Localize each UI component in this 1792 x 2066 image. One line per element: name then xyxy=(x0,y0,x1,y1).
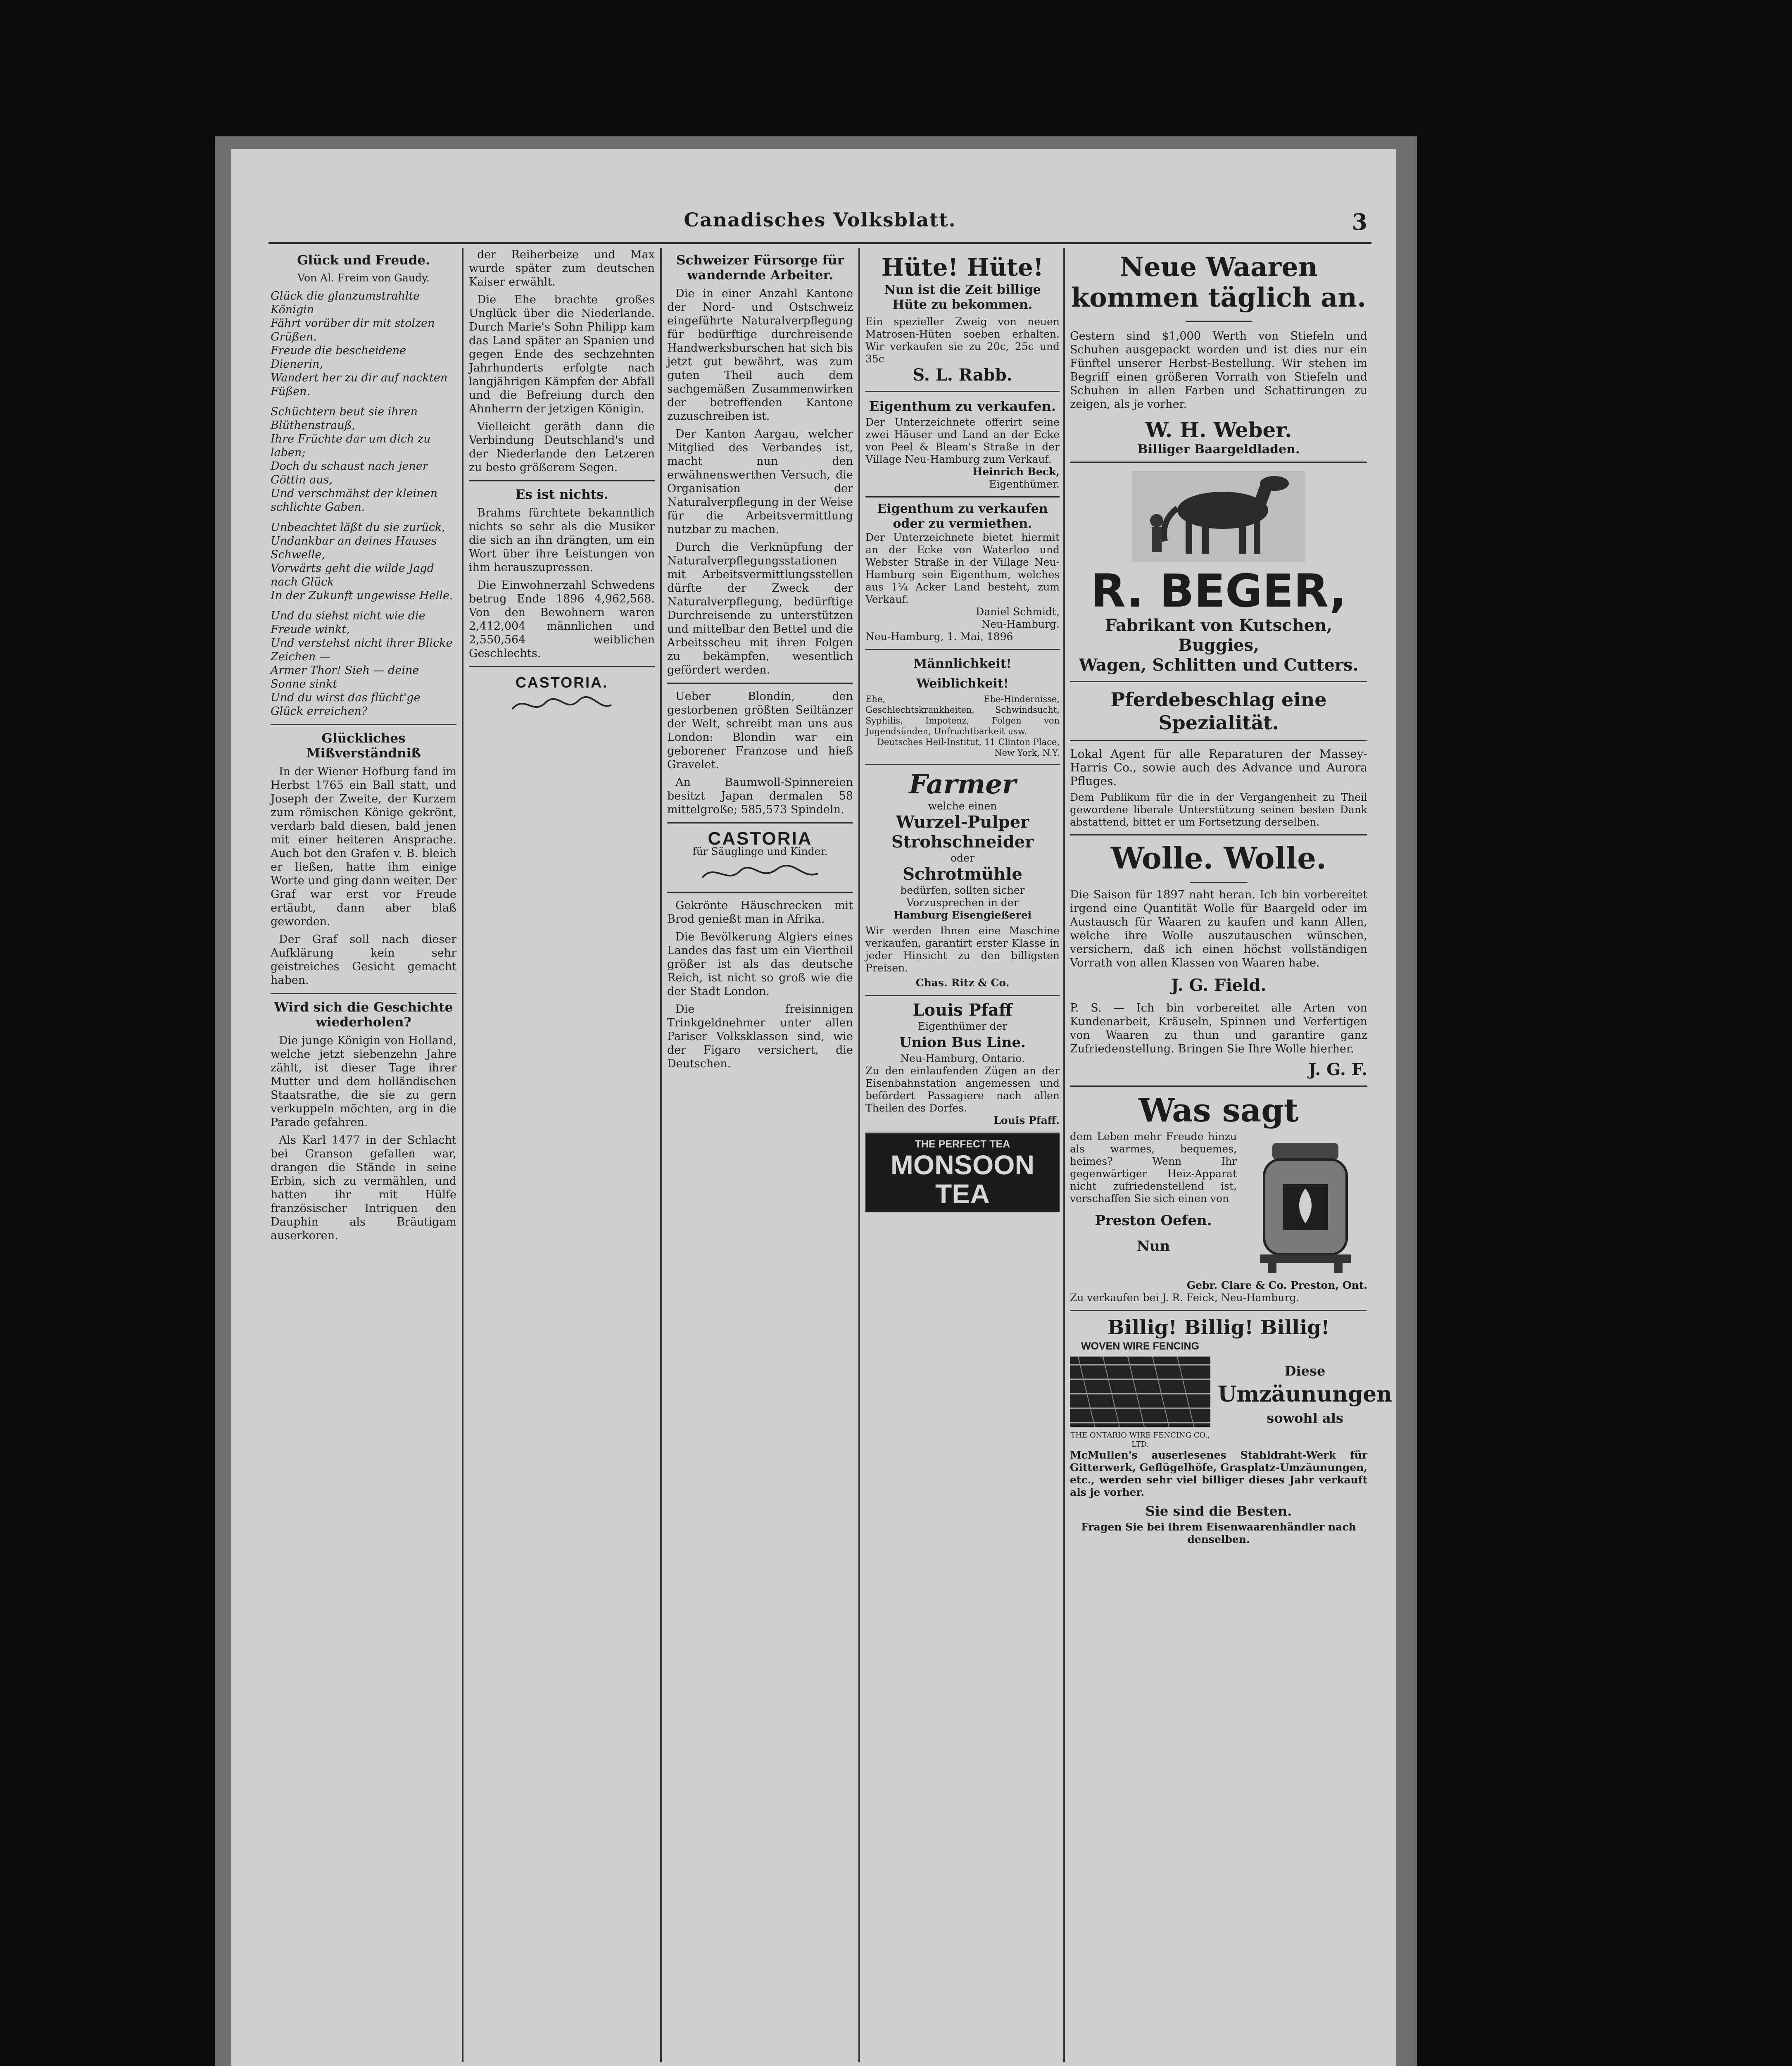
farmer-ad-text: welche einen xyxy=(928,800,997,812)
column-5 xyxy=(1070,248,1393,2062)
divider xyxy=(1190,882,1248,883)
property-ad xyxy=(865,392,1060,497)
fence-ad-graphic xyxy=(1070,1340,1210,1449)
horse-smith-illustration xyxy=(1132,471,1305,562)
fence-ad-sub: sowohl als xyxy=(1267,1410,1343,1426)
farmer-ad-firm: Hamburg Eisengießerei xyxy=(893,909,1032,921)
paragraph: Vielleicht geräth dann die Verbindung Deutschland's und der Niederlande den Letzeren zu besto größerem Segen. xyxy=(469,420,655,474)
beger-ad-agent: Lokal Agent für alle Reparaturen der Massey-Harris Co., sowie auch des Advance und Aurora Pfluges. xyxy=(1070,747,1367,788)
stove-illustration xyxy=(1243,1135,1367,1275)
poem-line: Fährt vorüber dir mit stolzen Grüßen. xyxy=(271,317,435,343)
poem-line: Armer Thor! Sieh — deine Sonne sinkt xyxy=(271,664,419,690)
poem-line: Freude die bescheidene Dienerin, xyxy=(271,344,406,371)
poem-line: Und du siehst nicht wie die Freude winkt, xyxy=(271,609,425,636)
fence-ad xyxy=(1070,1311,1393,1552)
beger-ad-name: R. BEGER, xyxy=(1091,564,1347,617)
poem-line: Unbeachtet läßt du sie zurück, xyxy=(271,521,445,534)
paragraph: Ueber Blondin, den gestorbenen größten Seiltänzer der Welt, schreibt man uns aus London: Blondin war ein geborener Franzose und hieß Gravelet. xyxy=(667,690,853,771)
beger-ad-line: Fabrikant von Kutschen, Buggies, xyxy=(1105,616,1333,655)
property-ad-role: Eigenthümer. xyxy=(989,478,1060,490)
column-4 xyxy=(865,248,1060,2062)
stove-ad-signer: Gebr. Clare & Co. Preston, Ont. xyxy=(1186,1279,1367,1291)
wool-ad-ps: P. S. — Ich bin vorbereitet alle Arten von Kundenarbeit, Kräuseln, Spinnen und Verfertigen von Waaren zu thun und garantire ganz Zufriedenstellung. Bringen Sie Ihre Wolle hierher. xyxy=(1070,1002,1367,1055)
column-3 xyxy=(667,248,853,2062)
farmer-ad-item: Wurzel-Pulper xyxy=(896,812,1029,832)
weber-ad-title: kommen täglich an. xyxy=(1071,282,1367,313)
hats-ad-headline: Nun ist die Zeit billige Hüte zu bekommen. xyxy=(884,283,1041,312)
wool-ad xyxy=(1070,835,1367,1087)
hats-ad-text: Ein spezieller Zweig von neuen Matrosen-Hüten soeben erhalten. Wir verkaufen sie zu 20c, 25c und 35c xyxy=(865,316,1060,365)
divider xyxy=(667,683,853,684)
column-2 xyxy=(469,248,655,2062)
poem-line: In der Zukunft ungewisse Helle. xyxy=(271,589,453,602)
health-ad-title: Männlichkeit! Weiblichkeit! xyxy=(913,657,1012,691)
fence-ad-ask: Fragen Sie bei ihrem Eisenwaarenhändler nach denselben. xyxy=(1081,1521,1356,1545)
column-1 xyxy=(271,248,456,2062)
stove-ad-text: dem Leben mehr Freude hinzu als warmes, bequemes, heimes? Wenn Ihr gegenwärtiger Heiz-Apparat nicht zufriedenstellend ist, verschaffen Sie sich einen von xyxy=(1070,1131,1237,1204)
weber-ad-name: W. H. Weber. xyxy=(1145,418,1292,442)
property-ad-title: Eigenthum zu verkaufen. xyxy=(869,398,1056,414)
property-ad-text: Der Unterzeichnete offerirt seine zwei Häuser und Land an der Ecke von Peel & Bleam's Straße in der Village Neu-Hamburg zum Verkauf. xyxy=(865,416,1060,465)
paragraph: Gekrönte Häuschrecken mit Brod genießt man in Afrika. xyxy=(667,899,853,926)
poem-line: Doch du schaust nach jener Göttin aus, xyxy=(271,460,428,486)
signature-graphic xyxy=(508,693,616,717)
masthead xyxy=(269,209,1371,244)
divider xyxy=(271,993,456,994)
stove-ad-copy xyxy=(1070,1131,1237,1256)
beger-ad-special: Pferdebeschlag eine Spezialität. xyxy=(1110,688,1327,734)
poem-line: Glück die glanzumstrahlte Königin xyxy=(271,290,420,316)
monsoon-tea-ad xyxy=(865,1134,1060,1212)
bus-ad-line: Union Bus Line. xyxy=(899,1034,1026,1051)
column-rule xyxy=(858,248,860,2062)
poem-line: Wandert her zu dir auf nackten Füßen. xyxy=(271,371,448,398)
divider xyxy=(667,822,853,824)
farmer-ad-signer: Chas. Ritz & Co. xyxy=(915,977,1010,989)
bus-ad-role: Eigenthümer der xyxy=(917,1020,1008,1032)
farmer-ad-title: Farmer xyxy=(909,769,1016,800)
castoria-ad-title: CASTORIA xyxy=(708,828,813,849)
poem-body xyxy=(271,289,456,718)
stove-ad-name: Preston Oefen. xyxy=(1095,1212,1212,1229)
weber-ad xyxy=(1070,248,1367,463)
paragraph: Als Karl 1477 in der Schlacht bei Granson gefallen war, drangen die Stände in seine Erbin, sich zu vermählen, und hatten ihr mit Hülfe französischer Intriguen den Dauphin als Bräutigam auserkoren. xyxy=(271,1134,456,1242)
paragraph: der Reiherbeize und Max wurde später zum deutschen Kaiser erwählt. xyxy=(469,248,655,288)
stove-ad-now: Nun xyxy=(1136,1238,1170,1254)
bus-ad-town: Neu-Hamburg, xyxy=(900,1052,979,1064)
farmer-ad-body: Wir werden Ihnen eine Maschine verkaufen, garantirt erster Klasse in jeder Hinsicht zu den billigsten Preisen. xyxy=(865,925,1060,974)
bus-ad-signer: Louis Pfaff. xyxy=(993,1114,1060,1126)
wool-ad-title: Wolle. Wolle. xyxy=(1110,840,1327,876)
divider xyxy=(469,480,655,481)
column-rule xyxy=(462,248,463,2062)
divider xyxy=(667,892,853,893)
paragraph: Durch die Verknüpfung der Naturalverpflegungsstationen mit Arbeitsvermittlungsstellen dürfte der Zweck der Naturalverpflegung, bedürftige Durchreisende zu unterstützen und mittelbar den Bettel und die Arbeitsscheu mit ihren Folgen zu bekämpfen, wesentlich gefördert werden. xyxy=(667,541,853,676)
divider xyxy=(271,724,456,725)
divider xyxy=(1186,321,1252,322)
property-ad-signer: Daniel Schmidt, xyxy=(976,606,1060,618)
column-rule xyxy=(1063,248,1065,2062)
hats-ad xyxy=(865,248,1060,392)
paragraph: Die junge Königin von Holland, welche jetzt siebenzehn Jahre zählt, ist dieser Tage ihrer Mutter und dem holländischen Staatsrathe, die sie zu gern verkuppeln möchten, arg in die Parade gefahren. xyxy=(271,1034,456,1129)
story-title: Wird sich die Geschichte wiederholen? xyxy=(274,1000,453,1030)
wool-ad-text: Die Saison für 1897 naht heran. Ich bin vorbereitet irgend eine Quantität Wolle für Baargeld oder im Austausch für Waaren zu kaufen und kann Allen, welche ihre Wolle auszutauschen wünschen, versichern, daß ich einen höchst vollständigen Vorrath von allen Klassen von Waaren habe. xyxy=(1070,888,1367,969)
poem-line: Und du wirst das flücht'ge Glück erreichen? xyxy=(271,691,421,718)
poem-line: Schüchtern beut sie ihren Blüthenstrauß, xyxy=(271,405,418,432)
bus-ad-region: Ontario. xyxy=(982,1052,1025,1064)
weber-ad-tag: Billiger Baargeldladen. xyxy=(1137,442,1300,457)
paragraph: In der Wiener Hofburg fand im Herbst 1765 ein Ball statt, und Joseph der Zweite, der Kurzem zum römischen Könige gekrönt, verdarb bald diesen, bald jenen mit einer heiteren Ansprache. Auch bot den Grafen v. B. bleich er ließen, hatte ihm einige Worte und ging dann weiter. Der Graf war erst vor Freude ertäubt, dann aber blaß geworden. xyxy=(271,765,456,928)
paragraph: Die freisinnigen Trinkgeldnehmer unter allen Pariser Volksklassen sind, wie der Figaro versichert, die Deutschen. xyxy=(667,1003,853,1070)
film-border-top xyxy=(0,0,1792,136)
health-ad-address: Deutsches Heil-Institut, 11 Clinton Place, New York, N.Y. xyxy=(877,737,1060,758)
paragraph: Die Einwohnerzahl Schwedens betrug Ende 1896 4,962,568. Von den Bewohnern waren 2,412,004 männlichen und 2,550,564 weiblichen Geschlechts. xyxy=(469,579,655,660)
farmer-ad xyxy=(865,765,1060,996)
bus-line-ad xyxy=(865,996,1060,1134)
poem-line: Und verstehst nicht ihrer Blicke Zeichen — xyxy=(271,637,453,663)
fence-ad-brand: WOVEN WIRE FENCING xyxy=(1081,1340,1200,1352)
property-ad-signer: Heinrich Beck, xyxy=(972,466,1060,478)
fence-ad-text: McMullen's auserlesenes Stahldraht-Werk für Gitterwerk, Geflügelhöfe, Grasplatz-Umzäunungen, etc., werden sehr viel billiger dieses Jahr verkauft als je vorher. xyxy=(1070,1449,1367,1498)
poem-line: Und verschmähst der kleinen schlichte Gaben. xyxy=(271,487,438,514)
beger-ad-line: Wagen, Schlitten und Cutters. xyxy=(1079,655,1359,675)
paragraph: Die Bevölkerung Algiers eines Landes das fast um ein Viertheil größer ist als das deutsche Reich, ist nicht so groß wie die der Stadt London. xyxy=(667,931,853,998)
masthead-title: Canadisches Volksblatt. xyxy=(684,209,956,231)
farmer-ad-item: Schrotmühle xyxy=(903,864,1022,884)
poem-author: Von Al. Freim von Gaudy. xyxy=(297,272,430,284)
fence-ad-these: Diese xyxy=(1284,1363,1326,1379)
stove-ad-title: Was sagt xyxy=(1138,1092,1299,1129)
beger-ad xyxy=(1070,463,1367,835)
tea-ad-name: TEA xyxy=(935,1178,990,1209)
hats-ad-seller: S. L. Rabb. xyxy=(913,365,1012,385)
fence-ad-title: Umzäunungen xyxy=(1218,1382,1393,1407)
property-ad-place: Neu-Hamburg. xyxy=(981,618,1060,630)
farmer-ad-item: Strohschneider xyxy=(891,832,1034,852)
paragraph: Die Ehe brachte großes Unglück über die Niederlande. Durch Marie's Sohn Philipp kam das Land später an Spanien und gegen Ende des sechzehnten Jahrhunderts erfolgte nach langjährigen Kämpfen der Abfall und die Befreiung durch den Ahnherrn der jetzigen Königin. xyxy=(469,293,655,415)
poem-line: Undankbar an deines Hauses Schwelle, xyxy=(271,535,437,561)
paragraph: Der Kanton Aargau, welcher Mitglied des Verbandes ist, macht nun den erwähnenswerthen Versuch, die Organisation der Naturalverpflegung in der Weise für die Arbeitsvermittlung nutzbar zu machen. xyxy=(667,428,853,536)
health-ad-text: Ehe, Ehe-Hindernisse, Geschlechtskrankheiten, Schwindsucht, Syphilis, Impotenz, Folgen von Jugendsünden, Unfruchtbarkeit usw. xyxy=(865,694,1060,736)
paragraph: Die in einer Anzahl Kantone der Nord- und Ostschweiz eingeführte Naturalverpflegung für bedürftige durchreisende Handwerksburschen hat sich bis jetzt gut bewährt, was zum guten Theil auch dem sachgemäßen Zusammenwirken der betreffenden Kantone zuzuschreiben ist. xyxy=(667,287,853,423)
beger-ad-thanks: Dem Publikum für die in der Vergangenheit zu Theil gewordene liberale Unterstützung seinen besten Dank abstattend, bittet er um Fortsetzung derselben. xyxy=(1070,791,1367,828)
wool-ad-initials: J. G. F. xyxy=(1308,1060,1367,1079)
story-title: Glückliches Mißverständniß xyxy=(306,731,421,761)
bus-ad-place xyxy=(865,1052,1060,1065)
fence-ad-maker: THE ONTARIO WIRE FENCING CO., LTD. xyxy=(1070,1431,1210,1449)
tea-ad-name: MONSOON xyxy=(890,1150,1035,1180)
property-ad-text: Der Unterzeichnete bietet hiermit an der Ecke von Waterloo und Webster Straße in der Village Neu-Hamburg sein Eigenthum, welches aus 1¼ Acker Land besteht, zum Verkauf. xyxy=(865,531,1060,605)
newspaper-page xyxy=(231,149,1396,2066)
fence-ad-best: Sie sind die Besten. xyxy=(1145,1503,1292,1519)
fence-ad-body xyxy=(1070,1340,1393,1449)
paragraph: Der Graf soll nach dieser Aufklärung kein sehr geistreiches Gesicht gemacht haben. xyxy=(271,933,456,987)
page-number: 3 xyxy=(1352,209,1367,235)
story-title: Schweizer Fürsorge für wandernde Arbeiter. xyxy=(676,253,844,283)
wire-fence-illustration xyxy=(1070,1357,1210,1427)
story-title: Es ist nichts. xyxy=(515,487,608,502)
tea-ad-header: THE PERFECT TEA xyxy=(915,1138,1010,1150)
property-ad-2 xyxy=(865,497,1060,650)
paragraph: An Baumwoll-Spinnereien besitzt Japan dermalen 58 mittelgroße; 585,573 Spindeln. xyxy=(667,776,853,816)
hats-ad-title: Hüte! Hüte! xyxy=(881,253,1044,281)
castoria-ad-title: CASTORIA. xyxy=(515,674,608,691)
stove-ad-agent: Zu verkaufen bei J. R. Feick, Neu-Hamburg. xyxy=(1070,1292,1300,1304)
weber-ad-text: Gestern sind $1,000 Werth von Stiefeln und Schuhen ausgepackt worden und ist dies nur ein Fünftel unserer Herbst-Bestellung. Wir stehen im Begriff einen größeren Vorrath von Stiefeln und Schuhen in allen Farben und Schattirungen zu zeigen, als je vorher. xyxy=(1070,330,1367,411)
divider xyxy=(469,666,655,667)
signature-graphic xyxy=(698,861,822,886)
fence-ad-copy xyxy=(1218,1361,1392,1428)
bus-ad-text: Zu den einlaufenden Zügen an der Eisenbahnstation angemessen und befördert Passagiere nach allen Theilen des Dorfes. xyxy=(865,1065,1060,1114)
weber-ad-title: Neue Waaren xyxy=(1119,252,1318,283)
poem-line: Vorwärts geht die wilde Jagd nach Glück xyxy=(271,562,434,588)
stove-ad xyxy=(1070,1087,1367,1311)
farmer-ad-text: bedürfen, sollten sicher Vorzusprechen in der xyxy=(900,884,1025,909)
property-ad-date: Neu-Hamburg, 1. Mai, 1896 xyxy=(865,631,1013,643)
column-rule xyxy=(660,248,662,2062)
property-ad-title: Eigenthum zu verkaufen oder zu vermiethen. xyxy=(877,502,1048,531)
health-ad xyxy=(865,650,1060,765)
stove-ad-body xyxy=(1070,1131,1367,1279)
divider xyxy=(1070,681,1367,682)
poem-title: Glück und Freude. xyxy=(297,253,430,268)
bus-ad-name: Louis Pfaff xyxy=(913,1000,1012,1020)
farmer-ad-text: oder xyxy=(951,852,974,864)
castoria-ad-subtitle: für Säuglinge und Kinder. xyxy=(692,845,828,857)
wool-ad-signer: J. G. Field. xyxy=(1171,976,1267,995)
divider xyxy=(1070,740,1367,741)
fence-ad-cheap: Billig! Billig! Billig! xyxy=(1108,1316,1330,1339)
paragraph: Brahms fürchtete bekanntlich nichts so sehr als die Musiker die sich an ihn drängten, um ein Wort über ihre Leistungen von ihm herauszupressen. xyxy=(469,507,655,574)
poem-line: Ihre Früchte dar um dich zu laben; xyxy=(271,433,431,459)
